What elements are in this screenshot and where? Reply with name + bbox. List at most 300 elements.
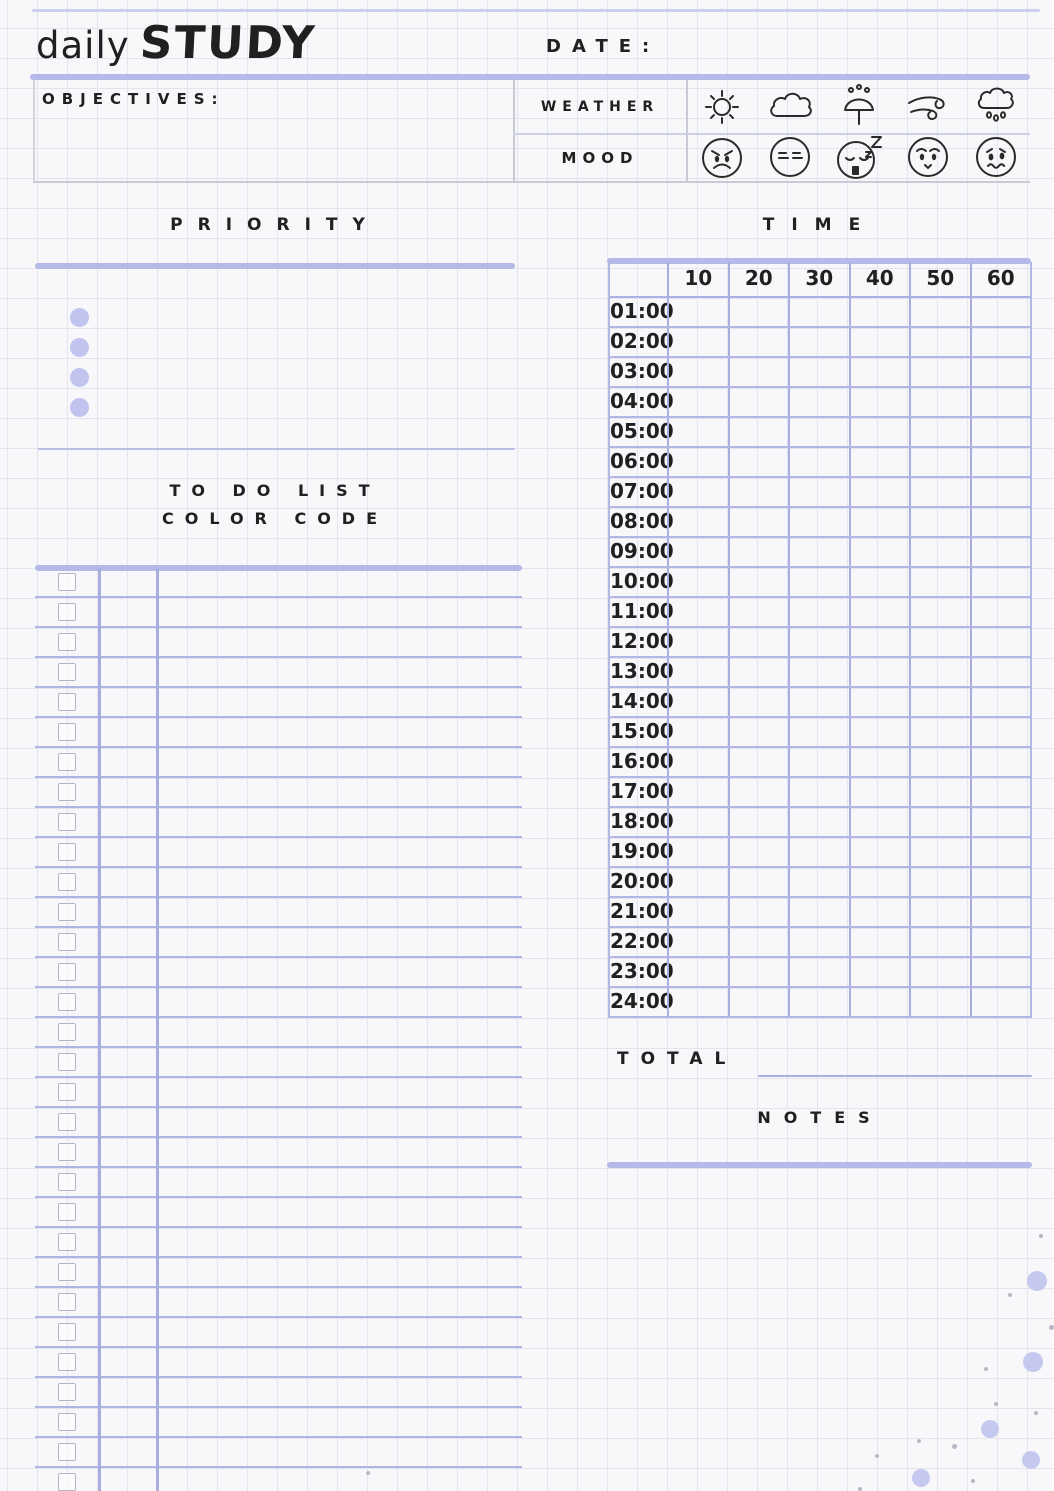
total-underline: [758, 1075, 1032, 1077]
annoyed-face-icon[interactable]: [767, 134, 813, 180]
time-row-label: 13:00: [610, 659, 674, 683]
time-cell[interactable]: [728, 418, 789, 446]
time-cell[interactable]: [728, 958, 789, 986]
time-row-label: 04:00: [610, 389, 674, 413]
time-cell[interactable]: [970, 328, 1031, 356]
priority-bullet: [70, 308, 89, 327]
time-cell[interactable]: [970, 958, 1031, 986]
todo-row: [35, 598, 522, 628]
time-cell[interactable]: [788, 568, 849, 596]
todo-checkbox[interactable]: [58, 963, 76, 981]
todo-checkbox[interactable]: [58, 633, 76, 651]
time-cell[interactable]: [788, 598, 849, 626]
time-cell[interactable]: [970, 538, 1031, 566]
time-cell[interactable]: [788, 928, 849, 956]
time-cell[interactable]: [849, 508, 910, 536]
time-row: [610, 628, 1030, 658]
todo-checkbox[interactable]: [58, 1233, 76, 1251]
todo-row: [35, 808, 522, 838]
time-row-label: 09:00: [610, 539, 674, 563]
todo-row: [35, 868, 522, 898]
todo-checkbox[interactable]: [58, 663, 76, 681]
time-cell[interactable]: [788, 328, 849, 356]
todo-checkbox[interactable]: [58, 1053, 76, 1071]
time-row: [610, 568, 1030, 598]
weather-label: WEATHER: [540, 99, 660, 115]
time-cell[interactable]: [909, 688, 970, 716]
time-cell[interactable]: [909, 418, 970, 446]
time-column-header: 50: [909, 262, 970, 296]
time-cell[interactable]: [849, 568, 910, 596]
time-row: [610, 388, 1030, 418]
time-column-header: 40: [849, 262, 910, 296]
time-row: [610, 748, 1030, 778]
todo-row: [35, 1318, 522, 1348]
time-cell[interactable]: [667, 628, 728, 656]
time-row: [610, 478, 1030, 508]
todo-row: [35, 718, 522, 748]
todo-checkbox[interactable]: [58, 813, 76, 831]
time-row-label: 16:00: [610, 749, 674, 773]
time-cell[interactable]: [970, 388, 1031, 416]
time-cell[interactable]: [728, 748, 789, 776]
time-cell[interactable]: [909, 658, 970, 686]
time-row: [610, 508, 1030, 538]
time-cell[interactable]: [728, 778, 789, 806]
time-row: [610, 358, 1030, 388]
time-cell[interactable]: [970, 658, 1031, 686]
todo-checkbox[interactable]: [58, 723, 76, 741]
time-cell[interactable]: [849, 748, 910, 776]
time-cell[interactable]: [970, 838, 1031, 866]
time-cell[interactable]: [909, 628, 970, 656]
rain-cloud-icon[interactable]: [970, 83, 1022, 131]
time-cell[interactable]: [909, 778, 970, 806]
time-cell[interactable]: [909, 358, 970, 386]
time-cell[interactable]: [728, 358, 789, 386]
time-row-label: 10:00: [610, 569, 674, 593]
time-cell[interactable]: [970, 988, 1031, 1016]
todo-checkbox[interactable]: [58, 933, 76, 951]
time-cell[interactable]: [849, 808, 910, 836]
todo-row: [35, 1438, 522, 1468]
todo-row: [35, 1078, 522, 1108]
time-cell[interactable]: [849, 778, 910, 806]
todo-row: [35, 1048, 522, 1078]
time-cell[interactable]: [909, 328, 970, 356]
time-cell[interactable]: [728, 598, 789, 626]
mood-options-row: [688, 133, 1030, 181]
todo-checkbox[interactable]: [58, 1383, 76, 1401]
time-cell[interactable]: [909, 718, 970, 746]
priority-rule: [35, 263, 515, 269]
time-cell[interactable]: [970, 298, 1031, 326]
time-cell[interactable]: [849, 838, 910, 866]
todo-row: [35, 1288, 522, 1318]
time-cell[interactable]: [909, 298, 970, 326]
time-row: [610, 988, 1030, 1018]
time-cell[interactable]: [849, 418, 910, 446]
todo-checkbox[interactable]: [58, 1353, 76, 1371]
time-cell[interactable]: [970, 748, 1031, 776]
time-cell[interactable]: [849, 478, 910, 506]
decor-dot: [1022, 1451, 1040, 1469]
time-cell[interactable]: [728, 838, 789, 866]
time-cell[interactable]: [788, 478, 849, 506]
time-cell[interactable]: [909, 928, 970, 956]
time-cell[interactable]: [849, 598, 910, 626]
decor-dot: [952, 1444, 957, 1449]
notes-label: NOTES: [757, 1108, 883, 1127]
todo-checkbox[interactable]: [58, 1293, 76, 1311]
time-row-label: 24:00: [610, 989, 674, 1013]
time-row: [610, 928, 1030, 958]
time-cell[interactable]: [728, 298, 789, 326]
time-cell[interactable]: [667, 778, 728, 806]
time-row: [610, 298, 1030, 328]
todo-checkbox[interactable]: [58, 1413, 76, 1431]
time-cell[interactable]: [728, 328, 789, 356]
worried-face-icon[interactable]: [973, 134, 1019, 180]
todo-checkbox[interactable]: [58, 1203, 76, 1221]
time-row-label: 20:00: [610, 869, 674, 893]
time-cell[interactable]: [667, 478, 728, 506]
time-cell[interactable]: [849, 328, 910, 356]
time-cell[interactable]: [970, 358, 1031, 386]
time-row-label: 15:00: [610, 719, 674, 743]
todo-checkbox[interactable]: [58, 753, 76, 771]
time-row: [610, 778, 1030, 808]
time-row-label: 18:00: [610, 809, 674, 833]
todo-checkbox[interactable]: [58, 1113, 76, 1131]
time-cell[interactable]: [970, 688, 1031, 716]
time-cell[interactable]: [909, 478, 970, 506]
time-cell[interactable]: [849, 298, 910, 326]
wind-icon[interactable]: [901, 83, 953, 131]
decor-dot: [981, 1420, 999, 1438]
date-label: DATE:: [546, 36, 661, 57]
time-cell[interactable]: [849, 718, 910, 746]
page-title: [36, 16, 316, 69]
time-cell[interactable]: [970, 928, 1031, 956]
todo-row: [35, 628, 522, 658]
todo-row: [35, 1108, 522, 1138]
time-cell[interactable]: [849, 358, 910, 386]
time-cell[interactable]: [667, 568, 728, 596]
time-cell[interactable]: [728, 628, 789, 656]
time-cell[interactable]: [788, 508, 849, 536]
time-cell[interactable]: [909, 538, 970, 566]
time-cell[interactable]: [788, 868, 849, 896]
decor-dot: [917, 1439, 921, 1443]
time-row-label: 17:00: [610, 779, 674, 803]
time-cell[interactable]: [667, 388, 728, 416]
time-cell[interactable]: [849, 448, 910, 476]
time-cell[interactable]: [970, 628, 1031, 656]
time-cell[interactable]: [849, 628, 910, 656]
time-cell[interactable]: [849, 538, 910, 566]
todo-colorcode-column-line: [98, 568, 101, 1491]
time-cell[interactable]: [667, 748, 728, 776]
weather-options-row: [688, 80, 1030, 133]
time-cell[interactable]: [970, 868, 1031, 896]
decor-dot: [971, 1479, 975, 1483]
time-cell[interactable]: [909, 988, 970, 1016]
todo-checkbox[interactable]: [58, 573, 76, 591]
time-cell[interactable]: [667, 898, 728, 926]
time-cell[interactable]: [849, 958, 910, 986]
decor-dot: [366, 1471, 370, 1475]
priority-bullet: [70, 338, 89, 357]
todo-checkbox[interactable]: [58, 1263, 76, 1281]
todo-checkbox[interactable]: [58, 1323, 76, 1341]
time-column-header: 60: [970, 262, 1031, 296]
time-cell[interactable]: [728, 388, 789, 416]
todo-checkbox[interactable]: [58, 603, 76, 621]
todo-row: [35, 1408, 522, 1438]
time-cell[interactable]: [849, 988, 910, 1016]
time-cell[interactable]: [788, 958, 849, 986]
todo-row: [35, 1348, 522, 1378]
todo-row: [35, 1228, 522, 1258]
todo-checkbox[interactable]: [58, 693, 76, 711]
time-cell[interactable]: [728, 448, 789, 476]
decor-dot: [858, 1487, 862, 1491]
time-cell[interactable]: [909, 868, 970, 896]
decor-dot: [1034, 1411, 1038, 1415]
time-row: [610, 838, 1030, 868]
time-cell[interactable]: [728, 898, 789, 926]
time-cell[interactable]: [970, 478, 1031, 506]
priority-bottom-rule: [38, 448, 515, 450]
sun-icon[interactable]: [696, 83, 748, 131]
time-column-header: 30: [788, 262, 849, 296]
time-cell[interactable]: [667, 598, 728, 626]
time-cell[interactable]: [970, 808, 1031, 836]
objectives-box-left-border: [33, 80, 35, 182]
decor-dot: [984, 1367, 988, 1371]
time-cell[interactable]: [667, 808, 728, 836]
total-label: TOTAL: [617, 1049, 738, 1069]
time-cell[interactable]: [728, 928, 789, 956]
todo-row: [35, 838, 522, 868]
time-cell[interactable]: [667, 928, 728, 956]
cloud-icon[interactable]: [765, 83, 817, 131]
time-cell[interactable]: [667, 868, 728, 896]
page-title-main: STUDY: [138, 16, 318, 69]
todo-checkbox[interactable]: [58, 783, 76, 801]
todo-row: [35, 568, 522, 598]
time-cell[interactable]: [788, 358, 849, 386]
priority-bullet: [70, 398, 89, 417]
time-row: [610, 658, 1030, 688]
time-cell[interactable]: [970, 418, 1031, 446]
time-row-label: 06:00: [610, 449, 674, 473]
todo-checkbox[interactable]: [58, 1143, 76, 1161]
time-cell[interactable]: [909, 448, 970, 476]
todo-row: [35, 1138, 522, 1168]
time-cell[interactable]: [788, 808, 849, 836]
time-cell[interactable]: [909, 748, 970, 776]
time-cell[interactable]: [909, 388, 970, 416]
todo-row: [35, 1258, 522, 1288]
time-cell[interactable]: [788, 988, 849, 1016]
notes-rule: [607, 1162, 1032, 1168]
time-table-header-row: [610, 262, 1030, 298]
objectives-label: OBJECTIVES:: [42, 90, 225, 108]
todo-row: [35, 1198, 522, 1228]
todo-checkbox[interactable]: [58, 843, 76, 861]
decor-dot: [1008, 1293, 1012, 1297]
todo-checkbox[interactable]: [58, 1473, 76, 1491]
time-cell[interactable]: [909, 838, 970, 866]
time-cell[interactable]: [788, 658, 849, 686]
time-cell[interactable]: [667, 718, 728, 746]
decor-dot: [1039, 1234, 1043, 1238]
time-cell[interactable]: [667, 988, 728, 1016]
time-cell[interactable]: [970, 598, 1031, 626]
time-cell[interactable]: [728, 718, 789, 746]
time-cell[interactable]: [728, 538, 789, 566]
decor-dot: [1027, 1271, 1047, 1291]
decor-dot: [1049, 1325, 1054, 1330]
umbrella-rain-icon[interactable]: [833, 83, 885, 131]
time-cell[interactable]: [667, 688, 728, 716]
time-cell[interactable]: [667, 538, 728, 566]
time-cell[interactable]: [909, 808, 970, 836]
time-cell[interactable]: [667, 838, 728, 866]
time-cell[interactable]: [667, 328, 728, 356]
todo-checkbox[interactable]: [58, 873, 76, 891]
todo-checkbox[interactable]: [58, 1443, 76, 1461]
time-cell[interactable]: [970, 568, 1031, 596]
time-cell[interactable]: [909, 598, 970, 626]
todo-row: [35, 898, 522, 928]
time-cell[interactable]: [728, 568, 789, 596]
time-cell[interactable]: [728, 508, 789, 536]
time-cell[interactable]: [667, 958, 728, 986]
todo-checkbox[interactable]: [58, 1023, 76, 1041]
decor-dot: [875, 1454, 879, 1458]
time-row-label: 07:00: [610, 479, 674, 503]
time-cell[interactable]: [788, 538, 849, 566]
time-cell[interactable]: [728, 868, 789, 896]
page-title-script: daily: [36, 24, 130, 67]
todo-title: TO DO LIST: [169, 481, 381, 500]
time-row: [610, 958, 1030, 988]
time-cell[interactable]: [788, 898, 849, 926]
todo-row: [35, 778, 522, 808]
angry-face-icon[interactable]: [699, 134, 745, 180]
time-cell[interactable]: [788, 838, 849, 866]
mood-label: MOOD: [561, 149, 639, 167]
time-cell[interactable]: [667, 658, 728, 686]
time-cell[interactable]: [849, 868, 910, 896]
todo-checkbox[interactable]: [58, 1173, 76, 1191]
time-row-label: 02:00: [610, 329, 674, 353]
time-cell[interactable]: [788, 778, 849, 806]
decor-dot: [1023, 1352, 1043, 1372]
time-cell[interactable]: [849, 658, 910, 686]
time-row: [610, 718, 1030, 748]
todo-row: [35, 1168, 522, 1198]
decor-dot: [912, 1469, 930, 1487]
time-cell[interactable]: [788, 418, 849, 446]
time-cell[interactable]: [970, 508, 1031, 536]
time-row-label: 22:00: [610, 929, 674, 953]
todo-checkbox[interactable]: [58, 903, 76, 921]
sleepy-face-icon[interactable]: [835, 133, 883, 181]
time-row: [610, 688, 1030, 718]
time-cell[interactable]: [667, 418, 728, 446]
todo-row: [35, 1468, 522, 1491]
todo-row: [35, 688, 522, 718]
time-cell[interactable]: [788, 298, 849, 326]
time-cell[interactable]: [788, 718, 849, 746]
todo-row: [35, 748, 522, 778]
todo-task-column-line: [156, 568, 159, 1491]
time-row-label: 14:00: [610, 689, 674, 713]
todo-row: [35, 988, 522, 1018]
time-cell[interactable]: [667, 358, 728, 386]
time-cell[interactable]: [909, 958, 970, 986]
time-cell[interactable]: [970, 898, 1031, 926]
time-cell[interactable]: [667, 298, 728, 326]
time-row: [610, 808, 1030, 838]
time-cell[interactable]: [788, 748, 849, 776]
top-rule: [32, 9, 1040, 12]
time-cell[interactable]: [909, 568, 970, 596]
todo-checkbox[interactable]: [58, 993, 76, 1011]
time-cell[interactable]: [667, 448, 728, 476]
time-row: [610, 868, 1030, 898]
time-cell[interactable]: [849, 928, 910, 956]
todo-subtitle: COLOR CODE: [161, 509, 388, 528]
time-cell[interactable]: [728, 988, 789, 1016]
time-cell[interactable]: [849, 388, 910, 416]
time-tracker-table: [608, 262, 1032, 1018]
time-cell[interactable]: [667, 508, 728, 536]
todo-row: [35, 658, 522, 688]
todo-row: [35, 1378, 522, 1408]
time-cell[interactable]: [909, 898, 970, 926]
time-row-label: 12:00: [610, 629, 674, 653]
time-title: TIME: [762, 215, 878, 235]
time-cell[interactable]: [728, 808, 789, 836]
time-cell[interactable]: [728, 478, 789, 506]
time-cell[interactable]: [849, 898, 910, 926]
time-row-label: 23:00: [610, 959, 674, 983]
time-cell[interactable]: [849, 688, 910, 716]
time-row-label: 08:00: [610, 509, 674, 533]
time-cell[interactable]: [909, 508, 970, 536]
time-cell[interactable]: [970, 718, 1031, 746]
time-row-label: 05:00: [610, 419, 674, 443]
time-cell[interactable]: [728, 688, 789, 716]
time-cell[interactable]: [970, 778, 1031, 806]
time-cell[interactable]: [788, 688, 849, 716]
decor-dot: [994, 1402, 998, 1406]
todo-checkbox[interactable]: [58, 1083, 76, 1101]
shy-face-icon[interactable]: [905, 134, 951, 180]
time-cell[interactable]: [728, 658, 789, 686]
time-cell[interactable]: [788, 448, 849, 476]
time-cell[interactable]: [788, 388, 849, 416]
time-cell[interactable]: [788, 628, 849, 656]
time-row: [610, 898, 1030, 928]
time-cell[interactable]: [970, 448, 1031, 476]
time-row-label: 19:00: [610, 839, 674, 863]
